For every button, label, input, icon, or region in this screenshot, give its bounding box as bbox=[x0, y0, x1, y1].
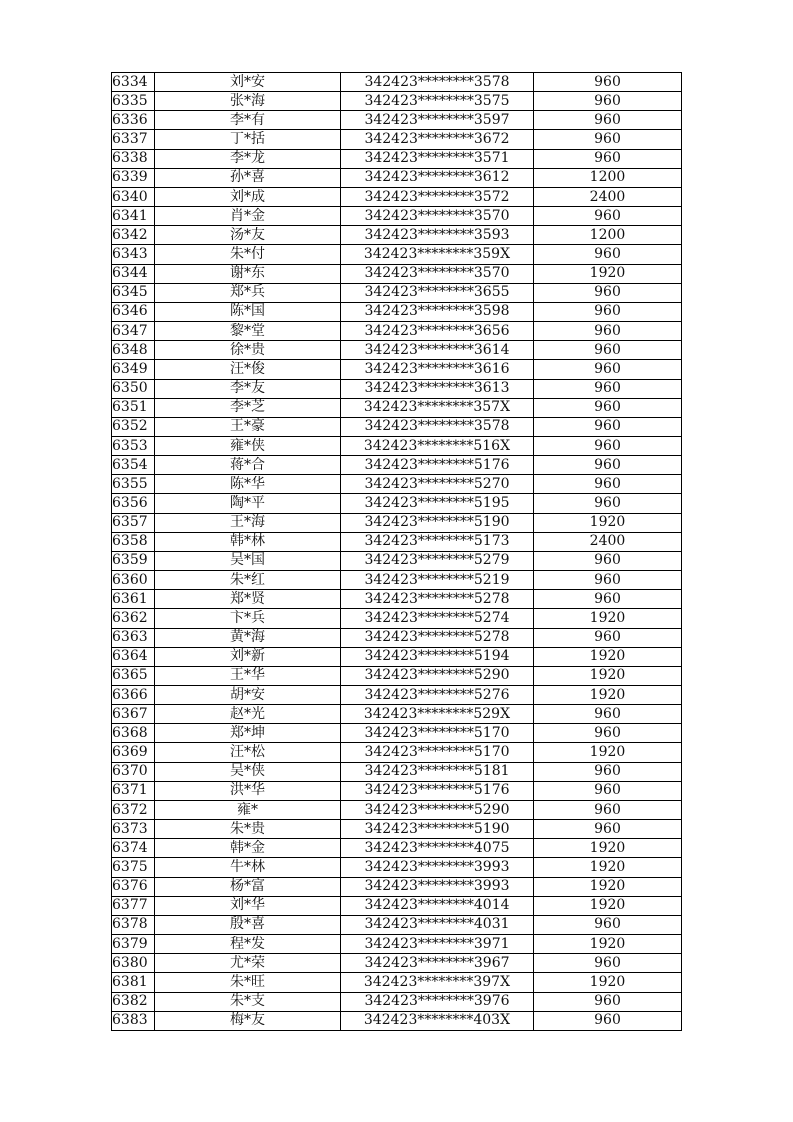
name-cell: 陶*平 bbox=[155, 494, 341, 513]
amount-cell: 960 bbox=[534, 781, 682, 800]
name-cell: 汤*友 bbox=[155, 226, 341, 245]
id-number-cell: 342423********3993 bbox=[341, 858, 534, 877]
amount-cell: 1920 bbox=[534, 264, 682, 283]
amount-cell: 960 bbox=[534, 302, 682, 321]
name-cell: 肖*金 bbox=[155, 207, 341, 226]
row-number-cell: 6348 bbox=[112, 341, 155, 360]
table-row bbox=[112, 666, 682, 685]
table-row bbox=[112, 532, 682, 551]
table-row bbox=[112, 168, 682, 187]
row-number-cell: 6352 bbox=[112, 417, 155, 436]
table-row bbox=[112, 973, 682, 992]
table-row bbox=[112, 73, 682, 92]
row-number-cell: 6373 bbox=[112, 820, 155, 839]
name-cell: 韩*金 bbox=[155, 839, 341, 858]
amount-cell: 2400 bbox=[534, 532, 682, 551]
table-row bbox=[112, 283, 682, 302]
id-number-cell: 342423********5276 bbox=[341, 686, 534, 705]
amount-cell: 1920 bbox=[534, 647, 682, 666]
amount-cell: 960 bbox=[534, 915, 682, 934]
table-row bbox=[112, 475, 682, 494]
amount-cell: 960 bbox=[534, 360, 682, 379]
amount-cell: 1920 bbox=[534, 609, 682, 628]
amount-cell: 960 bbox=[534, 379, 682, 398]
amount-cell: 960 bbox=[534, 92, 682, 111]
table-row bbox=[112, 111, 682, 130]
amount-cell: 1920 bbox=[534, 935, 682, 954]
name-cell: 徐*贵 bbox=[155, 341, 341, 360]
name-cell: 刘*安 bbox=[155, 73, 341, 92]
name-cell: 孙*喜 bbox=[155, 168, 341, 187]
table-row bbox=[112, 226, 682, 245]
table-row bbox=[112, 954, 682, 973]
name-cell: 朱*旺 bbox=[155, 973, 341, 992]
roster-table bbox=[111, 72, 682, 1031]
name-cell: 胡*安 bbox=[155, 686, 341, 705]
table-row bbox=[112, 590, 682, 609]
name-cell: 汪*松 bbox=[155, 743, 341, 762]
amount-cell: 960 bbox=[534, 456, 682, 475]
amount-cell: 960 bbox=[534, 322, 682, 341]
table-row bbox=[112, 820, 682, 839]
id-number-cell: 342423********5219 bbox=[341, 571, 534, 590]
row-number-cell: 6368 bbox=[112, 724, 155, 743]
row-number-cell: 6379 bbox=[112, 935, 155, 954]
table-row bbox=[112, 896, 682, 915]
amount-cell: 1920 bbox=[534, 666, 682, 685]
table-row bbox=[112, 915, 682, 934]
table-row bbox=[112, 149, 682, 168]
amount-cell: 960 bbox=[534, 992, 682, 1011]
name-cell: 郑*贤 bbox=[155, 590, 341, 609]
amount-cell: 1920 bbox=[534, 858, 682, 877]
table-row bbox=[112, 494, 682, 513]
id-number-cell: 342423********3971 bbox=[341, 935, 534, 954]
name-cell: 梅*友 bbox=[155, 1011, 341, 1030]
name-cell: 黄*海 bbox=[155, 628, 341, 647]
row-number-cell: 6382 bbox=[112, 992, 155, 1011]
amount-cell: 2400 bbox=[534, 187, 682, 206]
amount-cell: 960 bbox=[534, 494, 682, 513]
id-number-cell: 342423********5278 bbox=[341, 590, 534, 609]
table-row bbox=[112, 800, 682, 819]
id-number-cell: 342423********3578 bbox=[341, 73, 534, 92]
row-number-cell: 6366 bbox=[112, 686, 155, 705]
row-number-cell: 6363 bbox=[112, 628, 155, 647]
id-number-cell: 342423********5195 bbox=[341, 494, 534, 513]
row-number-cell: 6372 bbox=[112, 800, 155, 819]
row-number-cell: 6342 bbox=[112, 226, 155, 245]
id-number-cell: 342423********3613 bbox=[341, 379, 534, 398]
id-number-cell: 342423********4014 bbox=[341, 896, 534, 915]
name-cell: 陈*国 bbox=[155, 302, 341, 321]
table-row bbox=[112, 992, 682, 1011]
id-number-cell: 342423********4075 bbox=[341, 839, 534, 858]
table-row bbox=[112, 762, 682, 781]
table-row bbox=[112, 322, 682, 341]
table-row bbox=[112, 571, 682, 590]
amount-cell: 960 bbox=[534, 954, 682, 973]
id-number-cell: 342423********4031 bbox=[341, 915, 534, 934]
amount-cell: 1920 bbox=[534, 896, 682, 915]
id-number-cell: 342423********3598 bbox=[341, 302, 534, 321]
row-number-cell: 6344 bbox=[112, 264, 155, 283]
amount-cell: 1920 bbox=[534, 513, 682, 532]
table-row bbox=[112, 858, 682, 877]
row-number-cell: 6349 bbox=[112, 360, 155, 379]
name-cell: 朱*付 bbox=[155, 245, 341, 264]
table-row bbox=[112, 686, 682, 705]
row-number-cell: 6354 bbox=[112, 456, 155, 475]
row-number-cell: 6356 bbox=[112, 494, 155, 513]
name-cell: 谢*东 bbox=[155, 264, 341, 283]
name-cell: 韩*林 bbox=[155, 532, 341, 551]
name-cell: 王*海 bbox=[155, 513, 341, 532]
amount-cell: 960 bbox=[534, 705, 682, 724]
table-row bbox=[112, 398, 682, 417]
amount-cell: 960 bbox=[534, 283, 682, 302]
table-row bbox=[112, 417, 682, 436]
id-number-cell: 342423********3612 bbox=[341, 168, 534, 187]
row-number-cell: 6336 bbox=[112, 111, 155, 130]
id-number-cell: 342423********397X bbox=[341, 973, 534, 992]
amount-cell: 960 bbox=[534, 436, 682, 455]
row-number-cell: 6359 bbox=[112, 551, 155, 570]
name-cell: 雍*侠 bbox=[155, 436, 341, 455]
table-row bbox=[112, 207, 682, 226]
amount-cell: 960 bbox=[534, 207, 682, 226]
name-cell: 刘*成 bbox=[155, 187, 341, 206]
id-number-cell: 342423********3570 bbox=[341, 264, 534, 283]
name-cell: 杨*富 bbox=[155, 877, 341, 896]
table-row bbox=[112, 724, 682, 743]
row-number-cell: 6370 bbox=[112, 762, 155, 781]
id-number-cell: 342423********3570 bbox=[341, 207, 534, 226]
amount-cell: 960 bbox=[534, 73, 682, 92]
id-number-cell: 342423********3672 bbox=[341, 130, 534, 149]
row-number-cell: 6375 bbox=[112, 858, 155, 877]
table-row bbox=[112, 877, 682, 896]
row-number-cell: 6367 bbox=[112, 705, 155, 724]
row-number-cell: 6358 bbox=[112, 532, 155, 551]
id-number-cell: 342423********529X bbox=[341, 705, 534, 724]
table-row bbox=[112, 245, 682, 264]
id-number-cell: 342423********3993 bbox=[341, 877, 534, 896]
name-cell: 殷*喜 bbox=[155, 915, 341, 934]
name-cell: 朱*贵 bbox=[155, 820, 341, 839]
name-cell: 郑*兵 bbox=[155, 283, 341, 302]
name-cell: 李*龙 bbox=[155, 149, 341, 168]
table-row bbox=[112, 456, 682, 475]
table-row bbox=[112, 551, 682, 570]
table-row bbox=[112, 743, 682, 762]
id-number-cell: 342423********3578 bbox=[341, 417, 534, 436]
row-number-cell: 6381 bbox=[112, 973, 155, 992]
roster-sheet bbox=[111, 72, 682, 1031]
table-row bbox=[112, 647, 682, 666]
name-cell: 刘*新 bbox=[155, 647, 341, 666]
amount-cell: 960 bbox=[534, 800, 682, 819]
row-number-cell: 6369 bbox=[112, 743, 155, 762]
name-cell: 李*有 bbox=[155, 111, 341, 130]
row-number-cell: 6346 bbox=[112, 302, 155, 321]
name-cell: 吴*侠 bbox=[155, 762, 341, 781]
table-row bbox=[112, 781, 682, 800]
table-row bbox=[112, 130, 682, 149]
row-number-cell: 6365 bbox=[112, 666, 155, 685]
amount-cell: 960 bbox=[534, 111, 682, 130]
row-number-cell: 6351 bbox=[112, 398, 155, 417]
roster-table-body bbox=[112, 73, 682, 1031]
name-cell: 陈*华 bbox=[155, 475, 341, 494]
id-number-cell: 342423********403X bbox=[341, 1011, 534, 1030]
row-number-cell: 6360 bbox=[112, 571, 155, 590]
name-cell: 李*芝 bbox=[155, 398, 341, 417]
amount-cell: 960 bbox=[534, 551, 682, 570]
id-number-cell: 342423********5278 bbox=[341, 628, 534, 647]
name-cell: 王*华 bbox=[155, 666, 341, 685]
row-number-cell: 6371 bbox=[112, 781, 155, 800]
id-number-cell: 342423********5274 bbox=[341, 609, 534, 628]
row-number-cell: 6334 bbox=[112, 73, 155, 92]
name-cell: 蒋*合 bbox=[155, 456, 341, 475]
amount-cell: 1920 bbox=[534, 686, 682, 705]
id-number-cell: 342423********516X bbox=[341, 436, 534, 455]
amount-cell: 960 bbox=[534, 571, 682, 590]
row-number-cell: 6340 bbox=[112, 187, 155, 206]
id-number-cell: 342423********5181 bbox=[341, 762, 534, 781]
amount-cell: 960 bbox=[534, 820, 682, 839]
id-number-cell: 342423********3967 bbox=[341, 954, 534, 973]
row-number-cell: 6362 bbox=[112, 609, 155, 628]
table-row bbox=[112, 705, 682, 724]
row-number-cell: 6353 bbox=[112, 436, 155, 455]
row-number-cell: 6343 bbox=[112, 245, 155, 264]
row-number-cell: 6376 bbox=[112, 877, 155, 896]
amount-cell: 1200 bbox=[534, 226, 682, 245]
table-row bbox=[112, 341, 682, 360]
id-number-cell: 342423********3655 bbox=[341, 283, 534, 302]
name-cell: 尤*荣 bbox=[155, 954, 341, 973]
table-row bbox=[112, 379, 682, 398]
id-number-cell: 342423********3575 bbox=[341, 92, 534, 111]
amount-cell: 1920 bbox=[534, 743, 682, 762]
id-number-cell: 342423********3572 bbox=[341, 187, 534, 206]
row-number-cell: 6378 bbox=[112, 915, 155, 934]
row-number-cell: 6337 bbox=[112, 130, 155, 149]
amount-cell: 960 bbox=[534, 724, 682, 743]
amount-cell: 960 bbox=[534, 475, 682, 494]
table-row bbox=[112, 628, 682, 647]
name-cell: 雍* bbox=[155, 800, 341, 819]
name-cell: 朱*支 bbox=[155, 992, 341, 1011]
name-cell: 程*发 bbox=[155, 935, 341, 954]
row-number-cell: 6335 bbox=[112, 92, 155, 111]
id-number-cell: 342423********5170 bbox=[341, 724, 534, 743]
table-row bbox=[112, 609, 682, 628]
row-number-cell: 6350 bbox=[112, 379, 155, 398]
row-number-cell: 6364 bbox=[112, 647, 155, 666]
name-cell: 刘*华 bbox=[155, 896, 341, 915]
row-number-cell: 6345 bbox=[112, 283, 155, 302]
id-number-cell: 342423********5170 bbox=[341, 743, 534, 762]
amount-cell: 960 bbox=[534, 130, 682, 149]
amount-cell: 960 bbox=[534, 398, 682, 417]
id-number-cell: 342423********5190 bbox=[341, 820, 534, 839]
amount-cell: 960 bbox=[534, 245, 682, 264]
id-number-cell: 342423********5290 bbox=[341, 666, 534, 685]
row-number-cell: 6357 bbox=[112, 513, 155, 532]
row-number-cell: 6374 bbox=[112, 839, 155, 858]
table-row bbox=[112, 264, 682, 283]
name-cell: 牛*林 bbox=[155, 858, 341, 877]
amount-cell: 960 bbox=[534, 762, 682, 781]
amount-cell: 1200 bbox=[534, 168, 682, 187]
id-number-cell: 342423********5270 bbox=[341, 475, 534, 494]
id-number-cell: 342423********5190 bbox=[341, 513, 534, 532]
table-row bbox=[112, 1011, 682, 1030]
name-cell: 赵*光 bbox=[155, 705, 341, 724]
amount-cell: 960 bbox=[534, 628, 682, 647]
row-number-cell: 6339 bbox=[112, 168, 155, 187]
amount-cell: 960 bbox=[534, 590, 682, 609]
amount-cell: 960 bbox=[534, 1011, 682, 1030]
id-number-cell: 342423********3614 bbox=[341, 341, 534, 360]
id-number-cell: 342423********5194 bbox=[341, 647, 534, 666]
name-cell: 王*豪 bbox=[155, 417, 341, 436]
row-number-cell: 6380 bbox=[112, 954, 155, 973]
row-number-cell: 6347 bbox=[112, 322, 155, 341]
id-number-cell: 342423********3616 bbox=[341, 360, 534, 379]
amount-cell: 960 bbox=[534, 417, 682, 436]
row-number-cell: 6355 bbox=[112, 475, 155, 494]
table-row bbox=[112, 513, 682, 532]
id-number-cell: 342423********5176 bbox=[341, 456, 534, 475]
name-cell: 丁*括 bbox=[155, 130, 341, 149]
table-row bbox=[112, 839, 682, 858]
row-number-cell: 6338 bbox=[112, 149, 155, 168]
id-number-cell: 342423********3976 bbox=[341, 992, 534, 1011]
id-number-cell: 342423********3593 bbox=[341, 226, 534, 245]
name-cell: 朱*红 bbox=[155, 571, 341, 590]
table-row bbox=[112, 935, 682, 954]
id-number-cell: 342423********5173 bbox=[341, 532, 534, 551]
table-row bbox=[112, 187, 682, 206]
id-number-cell: 342423********3597 bbox=[341, 111, 534, 130]
id-number-cell: 342423********357X bbox=[341, 398, 534, 417]
id-number-cell: 342423********3571 bbox=[341, 149, 534, 168]
table-row bbox=[112, 302, 682, 321]
amount-cell: 960 bbox=[534, 149, 682, 168]
id-number-cell: 342423********5176 bbox=[341, 781, 534, 800]
row-number-cell: 6341 bbox=[112, 207, 155, 226]
name-cell: 吴*国 bbox=[155, 551, 341, 570]
id-number-cell: 342423********359X bbox=[341, 245, 534, 264]
amount-cell: 1920 bbox=[534, 877, 682, 896]
id-number-cell: 342423********3656 bbox=[341, 322, 534, 341]
amount-cell: 960 bbox=[534, 341, 682, 360]
name-cell: 李*友 bbox=[155, 379, 341, 398]
table-row bbox=[112, 436, 682, 455]
table-row bbox=[112, 360, 682, 379]
amount-cell: 1920 bbox=[534, 839, 682, 858]
row-number-cell: 6361 bbox=[112, 590, 155, 609]
id-number-cell: 342423********5279 bbox=[341, 551, 534, 570]
name-cell: 黎*堂 bbox=[155, 322, 341, 341]
name-cell: 张*海 bbox=[155, 92, 341, 111]
name-cell: 汪*俊 bbox=[155, 360, 341, 379]
row-number-cell: 6383 bbox=[112, 1011, 155, 1030]
amount-cell: 1920 bbox=[534, 973, 682, 992]
table-row bbox=[112, 92, 682, 111]
id-number-cell: 342423********5290 bbox=[341, 800, 534, 819]
row-number-cell: 6377 bbox=[112, 896, 155, 915]
name-cell: 卞*兵 bbox=[155, 609, 341, 628]
name-cell: 郑*坤 bbox=[155, 724, 341, 743]
name-cell: 洪*华 bbox=[155, 781, 341, 800]
